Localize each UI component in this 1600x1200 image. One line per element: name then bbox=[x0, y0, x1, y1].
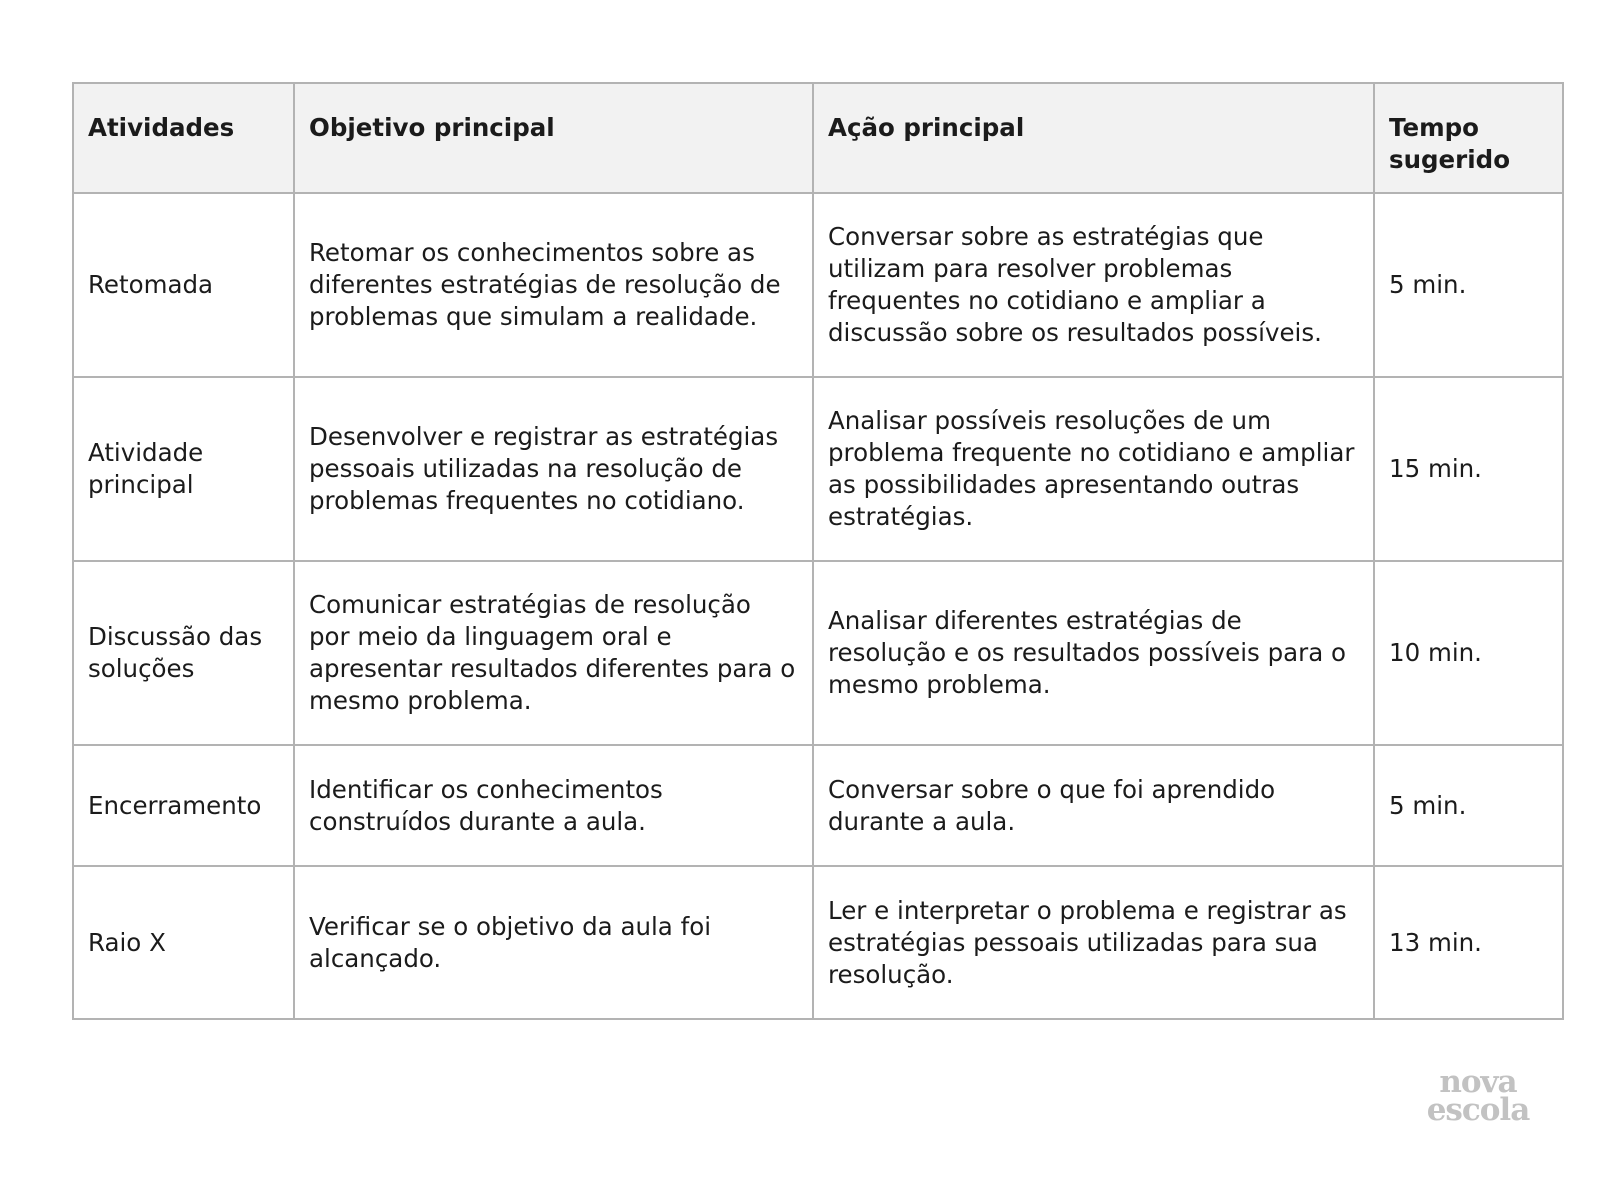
cell-time: 5 min. bbox=[1374, 745, 1563, 866]
cell-action: Conversar sobre as estratégias que utilizam para resolver problemas frequentes no cotidiano e ampliar a discussão sobre os resultados possíveis. bbox=[813, 193, 1374, 377]
cell-objective: Retomar os conhecimentos sobre as diferentes estratégias de resolução de problemas que simulam a realidade. bbox=[294, 193, 813, 377]
table-row bbox=[73, 377, 1563, 561]
table-row bbox=[73, 193, 1563, 377]
cell-activity: Encerramento bbox=[73, 745, 294, 866]
cell-action: Analisar diferentes estratégias de resolução e os resultados possíveis para o mesmo problema. bbox=[813, 561, 1374, 745]
cell-time: 10 min. bbox=[1374, 561, 1563, 745]
cell-action: Ler e interpretar o problema e registrar as estratégias pessoais utilizadas para sua resolução. bbox=[813, 866, 1374, 1019]
cell-objective: Identificar os conhecimentos construídos durante a aula. bbox=[294, 745, 813, 866]
cell-objective: Comunicar estratégias de resolução por meio da linguagem oral e apresentar resultados diferentes para o mesmo problema. bbox=[294, 561, 813, 745]
header-tempo: Tempo sugerido bbox=[1374, 83, 1563, 193]
cell-activity: Discussão das soluções bbox=[73, 561, 294, 745]
logo-line-2: escola bbox=[1426, 1092, 1530, 1128]
cell-objective: Desenvolver e registrar as estratégias pessoais utilizadas na resolução de problemas frequentes no cotidiano. bbox=[294, 377, 813, 561]
table-row bbox=[73, 866, 1563, 1019]
cell-action: Analisar possíveis resoluções de um problema frequente no cotidiano e ampliar as possibilidades apresentando outras estratégias. bbox=[813, 377, 1374, 561]
cell-action: Conversar sobre o que foi aprendido durante a aula. bbox=[813, 745, 1374, 866]
table-header-row bbox=[73, 83, 1563, 193]
cell-objective: Verificar se o objetivo da aula foi alcançado. bbox=[294, 866, 813, 1019]
table-row bbox=[73, 561, 1563, 745]
lesson-plan-table bbox=[72, 82, 1564, 1020]
cell-activity: Retomada bbox=[73, 193, 294, 377]
cell-time: 5 min. bbox=[1374, 193, 1563, 377]
logo-line-1: nova bbox=[1439, 1064, 1517, 1100]
header-acao: Ação principal bbox=[813, 83, 1374, 193]
nova-escola-logo bbox=[1418, 1064, 1538, 1128]
cell-activity: Raio X bbox=[73, 866, 294, 1019]
cell-time: 15 min. bbox=[1374, 377, 1563, 561]
cell-activity: Atividade principal bbox=[73, 377, 294, 561]
header-atividades: Atividades bbox=[73, 83, 294, 193]
table-row bbox=[73, 745, 1563, 866]
cell-time: 13 min. bbox=[1374, 866, 1563, 1019]
header-objetivo: Objetivo principal bbox=[294, 83, 813, 193]
